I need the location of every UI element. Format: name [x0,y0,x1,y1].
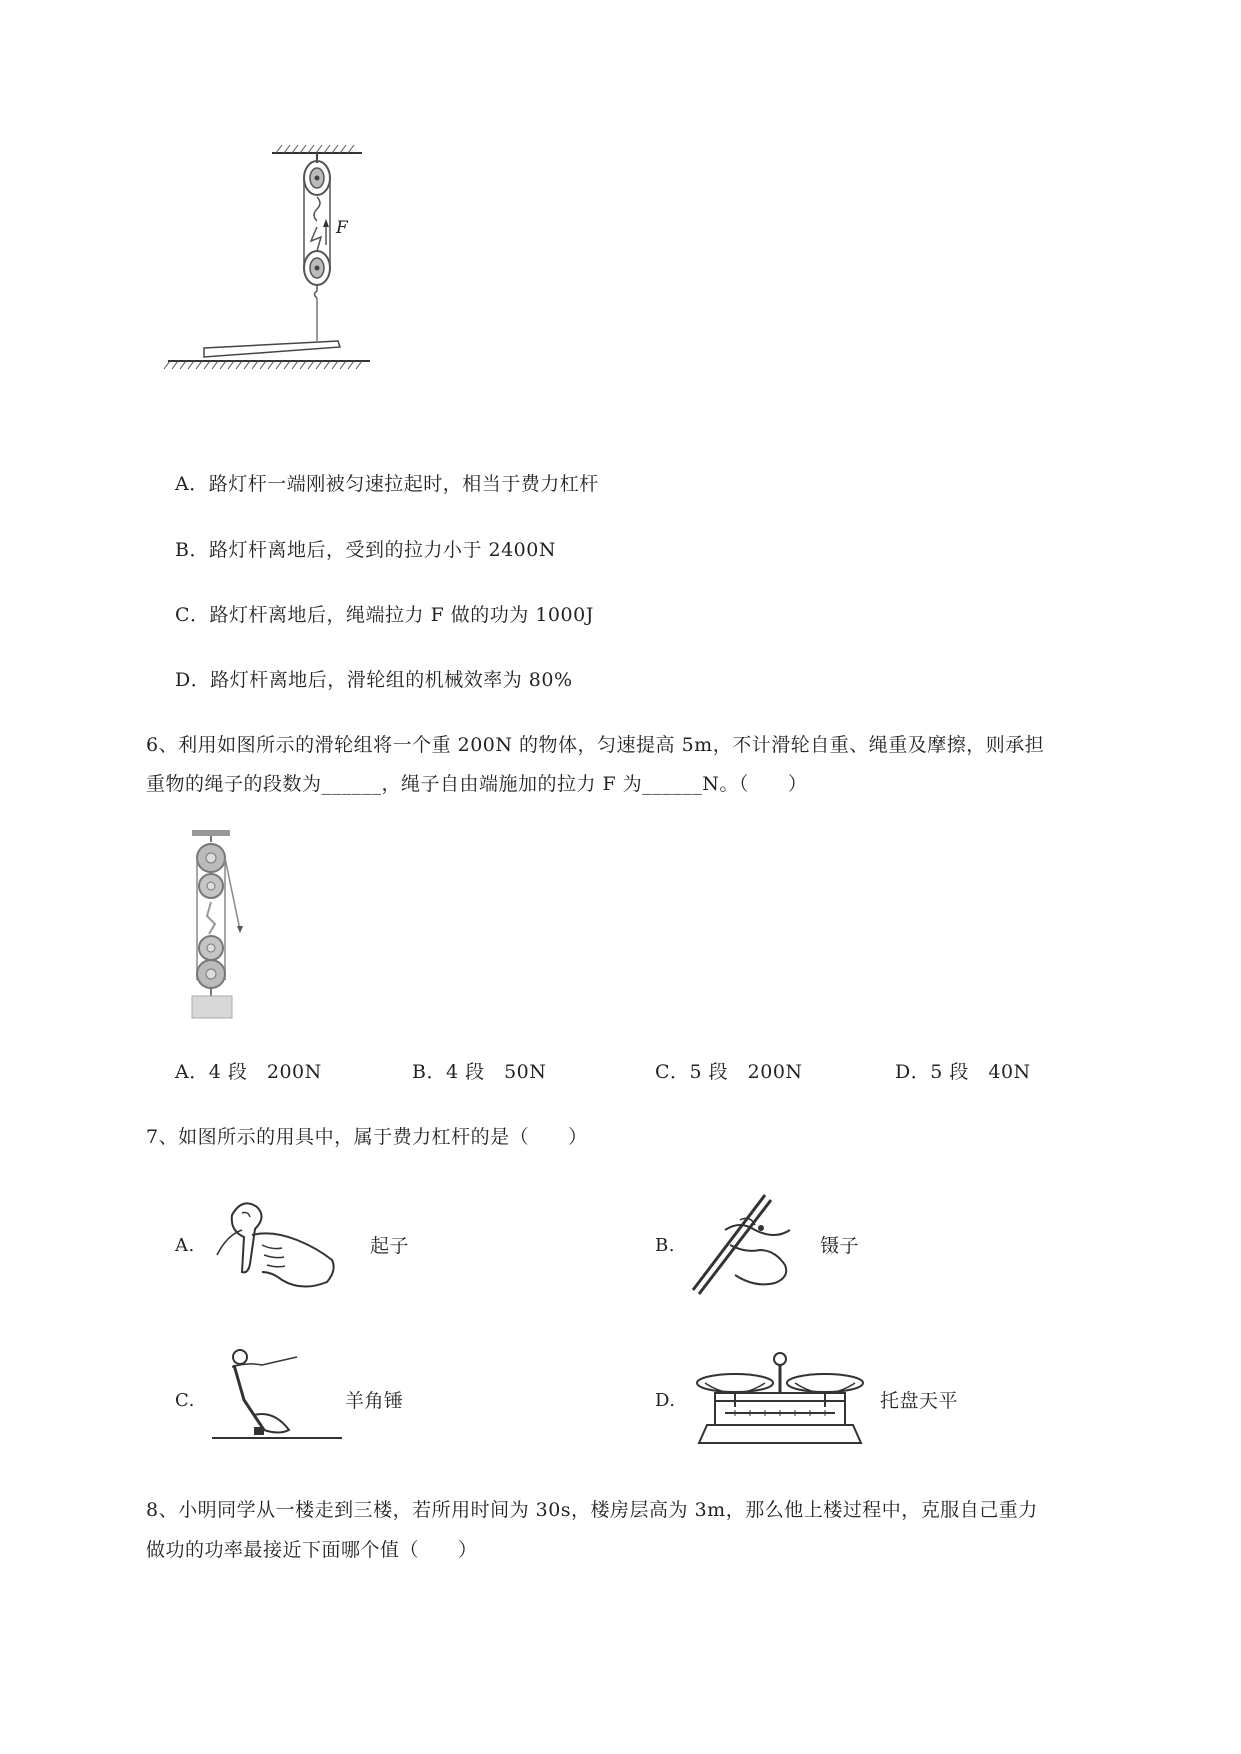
q6-option-c: C．5 段 200N [655,1061,803,1083]
q7-option-d-name: 托盘天平 [880,1390,959,1412]
tweezers-image [685,1190,800,1300]
q6-option-a: A．4 段 200N [175,1061,322,1083]
q5-option-d: D．路灯杆离地后，滑轮组的机械效率为 80% [175,669,573,691]
q7-option-c-letter: C. [175,1390,195,1411]
bottle-opener-image [212,1195,342,1295]
q5-option-a: A．路灯杆一端刚被匀速拉起时，相当于费力杠杆 [175,473,599,495]
balance-scale-image [695,1345,865,1450]
claw-hammer-image [212,1345,342,1450]
q6-option-d: D．5 段 40N [895,1061,1031,1083]
q7-option-a-letter: A. [175,1235,195,1256]
q6-stem-line2: 重物的绳子的段数为______，绳子自由端施加的拉力 F 为______N。（ ） [146,773,808,795]
q7-option-d-letter: D. [655,1390,676,1411]
q5-option-b: B．路灯杆离地后，受到的拉力小于 2400N [175,539,556,561]
pulley-pole-figure [160,145,380,375]
q7-option-b-letter: B. [655,1235,675,1256]
q6-stem-line1: 6、利用如图所示的滑轮组将一个重 200N 的物体，匀速提高 5m，不计滑轮自重、绳重及摩擦，则承担 [146,734,1045,756]
q8-stem-line2: 做功的功率最接近下面哪个值（ ） [146,1539,478,1561]
q6-option-b: B．4 段 50N [412,1061,547,1083]
q5-option-c: C．路灯杆离地后，绳端拉力 F 做的功为 1000J [175,604,594,626]
q7-stem: 7、如图所示的用具中，属于费力杠杆的是（ ） [146,1126,588,1148]
q7-option-b-name: 镊子 [820,1235,860,1257]
q8-stem-line1: 8、小明同学从一楼走到三楼，若所用时间为 30s，楼房层高为 3m，那么他上楼过程中，克服自己重力 [146,1499,1038,1521]
pulley-block-figure [180,830,275,1020]
q7-option-a-name: 起子 [370,1235,410,1257]
q7-option-c-name: 羊角锤 [345,1390,404,1412]
force-label: F [336,218,348,238]
